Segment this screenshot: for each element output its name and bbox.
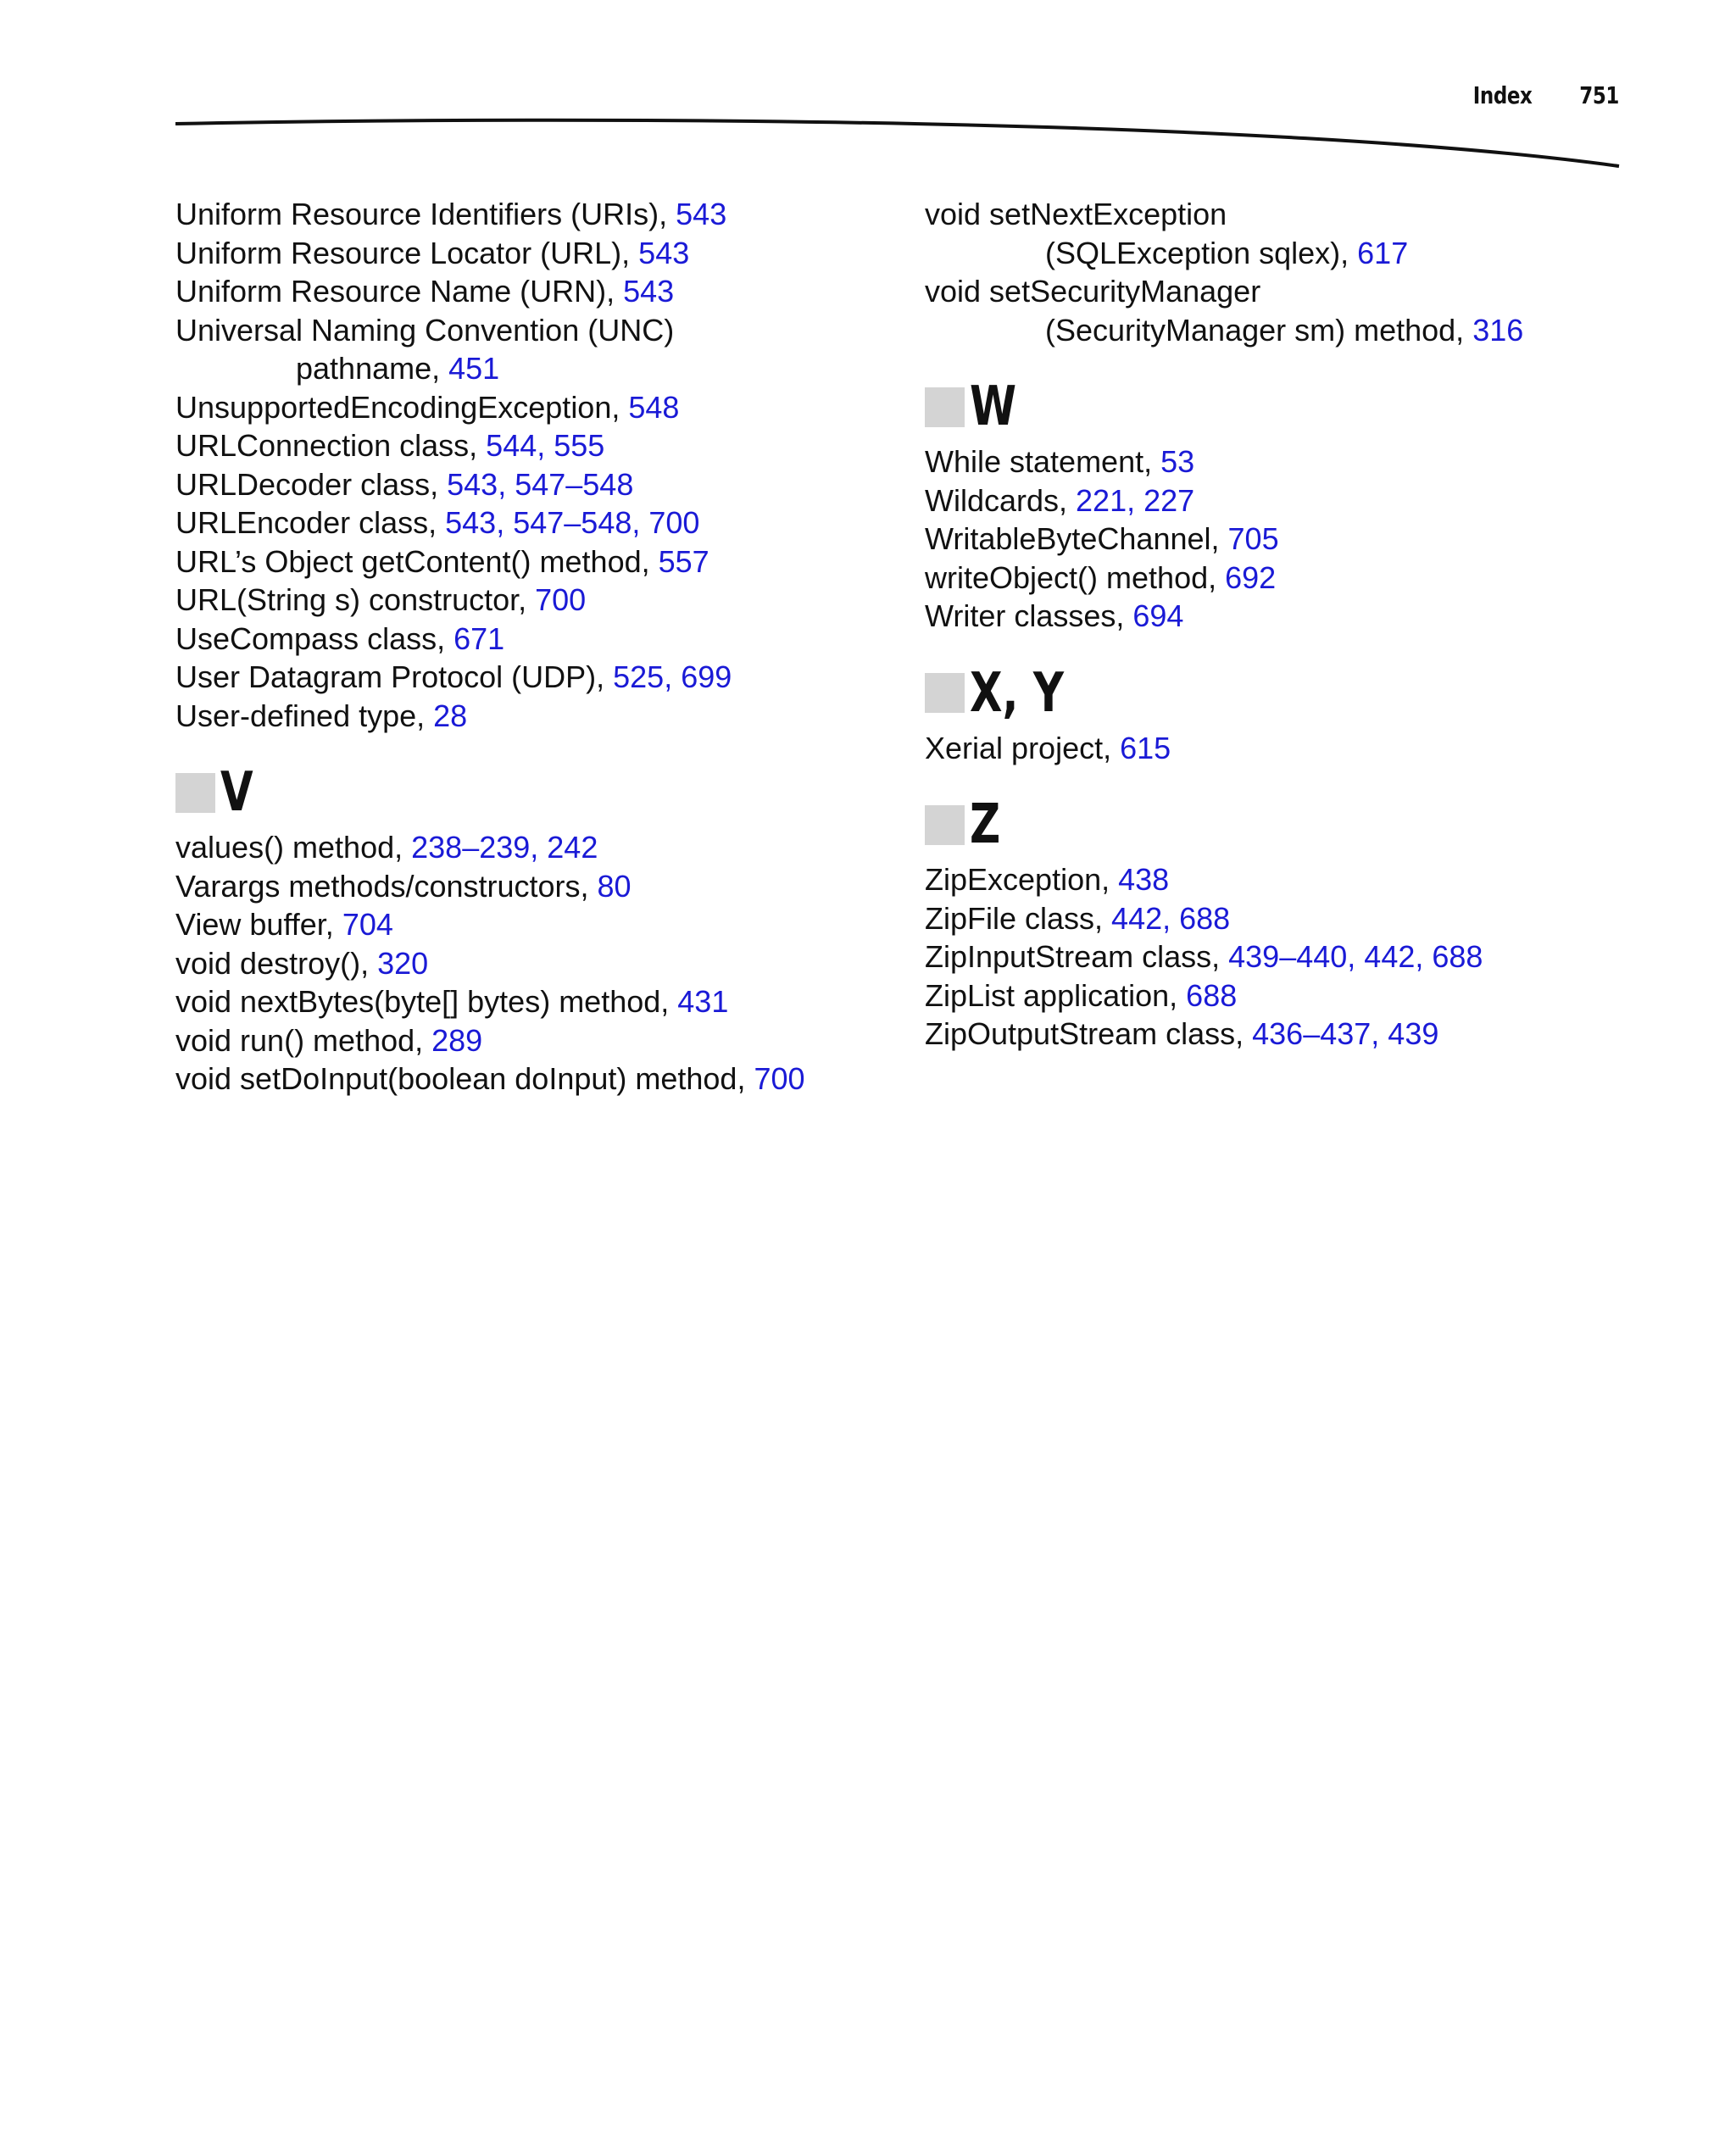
page-link[interactable]: 543 xyxy=(676,197,727,231)
section-letter: Z xyxy=(970,793,1001,856)
page-link[interactable]: 543 xyxy=(638,235,690,270)
index-entry: void run() method, 289 xyxy=(175,1022,483,1058)
page-link[interactable]: 238–239, 242 xyxy=(411,830,598,865)
index-entry: Uniform Resource Locator (URL), 543 xyxy=(175,235,690,270)
index-entry: UseCompass class, 671 xyxy=(175,620,505,656)
index-entry: void destroy(), 320 xyxy=(175,945,429,981)
u-entries xyxy=(175,195,913,735)
page-link[interactable]: 688 xyxy=(1186,977,1238,1013)
index-entry: ZipList application, 688 xyxy=(925,977,1238,1013)
index-column-right xyxy=(925,195,1662,1054)
page-link[interactable]: 53 xyxy=(1160,444,1195,479)
z-entries xyxy=(925,860,1662,1054)
heading-square-icon xyxy=(925,805,965,845)
page-link[interactable]: 320 xyxy=(377,945,429,981)
index-entry: URL’s Object getContent() method, 557 xyxy=(175,543,709,579)
index-entry: User-defined type, 28 xyxy=(175,698,468,733)
index-entry: Xerial project, 615 xyxy=(925,730,1171,765)
index-entry: URL(String s) constructor, 700 xyxy=(175,582,587,617)
header-rule xyxy=(0,0,1736,186)
page-link[interactable]: 436–437, 439 xyxy=(1252,1016,1439,1051)
page-link[interactable]: 692 xyxy=(1225,559,1277,595)
index-entry: ZipException, 438 xyxy=(925,862,1170,897)
index-entry: While statement, 53 xyxy=(925,444,1195,479)
index-entry: ZipInputStream class, 439–440, 442, 688 xyxy=(925,939,1483,974)
heading-square-icon xyxy=(925,387,965,427)
index-entry: ZipFile class, 442, 688 xyxy=(925,900,1231,936)
v-entries xyxy=(175,828,913,1099)
index-entry-continuation: (SQLException sqlex), 617 xyxy=(1045,235,1409,270)
v-entries-continued xyxy=(925,195,1662,349)
section-letter: X, Y xyxy=(970,661,1064,725)
page-link[interactable]: 28 xyxy=(433,698,468,733)
index-entry: Uniform Resource Identifiers (URIs), 543 xyxy=(175,197,727,231)
page-link[interactable]: 700 xyxy=(535,582,587,617)
page-link[interactable]: 442, 688 xyxy=(1111,900,1231,936)
section-heading-v xyxy=(175,760,913,825)
index-entry: UnsupportedEncodingException, 548 xyxy=(175,389,680,425)
index-entry: Writer classes, 694 xyxy=(925,598,1184,633)
page-link[interactable]: 694 xyxy=(1132,598,1184,633)
page-link[interactable]: 80 xyxy=(597,868,632,904)
index-entry: void nextBytes(byte[] bytes) method, 431 xyxy=(175,984,729,1019)
index-column-left xyxy=(175,195,913,1099)
page-link[interactable]: 431 xyxy=(677,984,729,1019)
running-head-section: Index xyxy=(1472,81,1533,109)
section-heading-w xyxy=(925,375,1662,439)
heading-square-icon xyxy=(925,673,965,713)
page-link[interactable]: 439–440, 442, 688 xyxy=(1228,939,1483,974)
index-entry: WritableByteChannel, 705 xyxy=(925,521,1279,556)
page-link[interactable]: 704 xyxy=(342,907,393,942)
xy-entries xyxy=(925,729,1662,768)
index-entry: Uniform Resource Name (URN), 543 xyxy=(175,274,675,309)
page-link[interactable]: 544, 555 xyxy=(486,428,605,463)
page-link[interactable]: 615 xyxy=(1120,730,1171,765)
page-link[interactable]: 705 xyxy=(1227,521,1279,556)
page-link[interactable]: 289 xyxy=(431,1022,483,1058)
page-link[interactable]: 700 xyxy=(754,1061,805,1096)
section-letter: W xyxy=(970,375,1017,438)
page-link[interactable]: 617 xyxy=(1357,235,1409,270)
heading-square-icon xyxy=(175,773,215,813)
page-link[interactable]: 451 xyxy=(448,351,500,386)
page-number: 751 xyxy=(1579,81,1619,109)
page-link[interactable]: 525, 699 xyxy=(613,659,732,694)
index-entry: View buffer, 704 xyxy=(175,907,393,942)
page-link[interactable]: 543, 547–548 xyxy=(447,466,634,502)
page-link[interactable]: 438 xyxy=(1118,862,1170,897)
page-link[interactable]: 316 xyxy=(1472,312,1524,348)
index-entry: URLDecoder class, 543, 547–548 xyxy=(175,466,634,502)
page-link[interactable]: 548 xyxy=(628,389,680,425)
w-entries xyxy=(925,442,1662,636)
page-link[interactable]: 543 xyxy=(623,274,675,309)
index-entry: ZipOutputStream class, 436–437, 439 xyxy=(925,1016,1439,1051)
index-entry: void setNextException xyxy=(925,197,1227,231)
index-entry: Varargs methods/constructors, 80 xyxy=(175,868,632,904)
section-heading-xy xyxy=(925,661,1662,726)
index-entry: URLConnection class, 544, 555 xyxy=(175,428,605,463)
index-entry: Wildcards, 221, 227 xyxy=(925,482,1195,518)
index-entry: void setDoInput(boolean doInput) method, 700 xyxy=(175,1061,805,1096)
index-entry: values() method, 238–239, 242 xyxy=(175,830,598,865)
index-entry-continuation: pathname, 451 xyxy=(296,351,500,386)
page-link[interactable]: 221, 227 xyxy=(1076,482,1195,518)
index-entry: Universal Naming Convention (UNC) xyxy=(175,312,675,348)
index-entry-continuation: (SecurityManager sm) method, 316 xyxy=(1045,312,1524,348)
page-link[interactable]: 557 xyxy=(658,543,709,579)
page-link[interactable]: 543, 547–548, 700 xyxy=(445,505,700,540)
page-link[interactable]: 671 xyxy=(453,620,505,656)
section-heading-z xyxy=(925,793,1662,857)
index-entry: writeObject() method, 692 xyxy=(925,559,1277,595)
index-entry: void setSecurityManager xyxy=(925,274,1261,309)
index-entry: URLEncoder class, 543, 547–548, 700 xyxy=(175,505,700,540)
section-letter: V xyxy=(220,761,253,824)
index-entry: User Datagram Protocol (UDP), 525, 699 xyxy=(175,659,732,694)
